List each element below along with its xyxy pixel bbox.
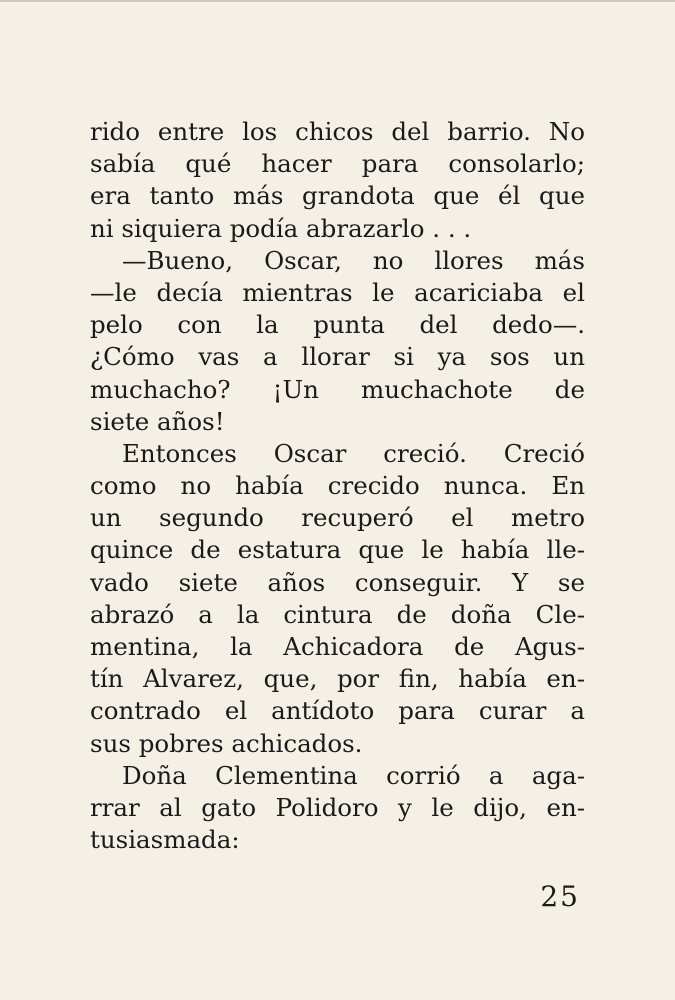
text-line: pelo con la punta del dedo—. [90,310,585,340]
text-line: como no había crecido nunca. En [90,471,585,501]
text-line: era tanto más grandota que él que [90,181,585,211]
text-line: —Bueno, Oscar, no llores más [122,245,585,275]
text-line: Doña Clementina corrió a aga- [122,760,585,790]
text-line: tusiasmada: [90,825,240,855]
text-line: tín Alvarez, que, por fin, había en- [90,664,585,694]
text-line: vado siete años conseguir. Y se [90,567,585,597]
text-line: mentina, la Achicadora de Agus- [90,632,585,661]
text-line: abrazó a la cintura de doña Cle- [90,599,585,629]
text-line: ni siquiera podía abrazarlo . . . [90,213,472,243]
page-number: 25 [540,880,580,913]
text-line: siete años! [90,406,225,436]
text-line: sabía qué hacer para consolarlo; [90,149,585,179]
text-line: muchacho? ¡Un muchachote de [90,374,585,404]
text-line: sus pobres achicados. [90,728,363,758]
text-line: contrado el antídoto para curar a [90,696,585,726]
body-text [90,116,585,856]
text-line: rido entre los chicos del barrio. No [90,117,585,146]
text-line: ¿Cómo vas a llorar si ya sos un [90,342,585,372]
text-line: Entonces Oscar creció. Creció [122,438,585,468]
text-line: un segundo recuperó el metro [90,503,585,533]
text-line: —le decía mientras le acariciaba el [90,277,585,307]
text-line: quince de estatura que le había lle- [90,535,585,565]
text-line: rrar al gato Polidoro y le dijo, en- [90,792,585,822]
